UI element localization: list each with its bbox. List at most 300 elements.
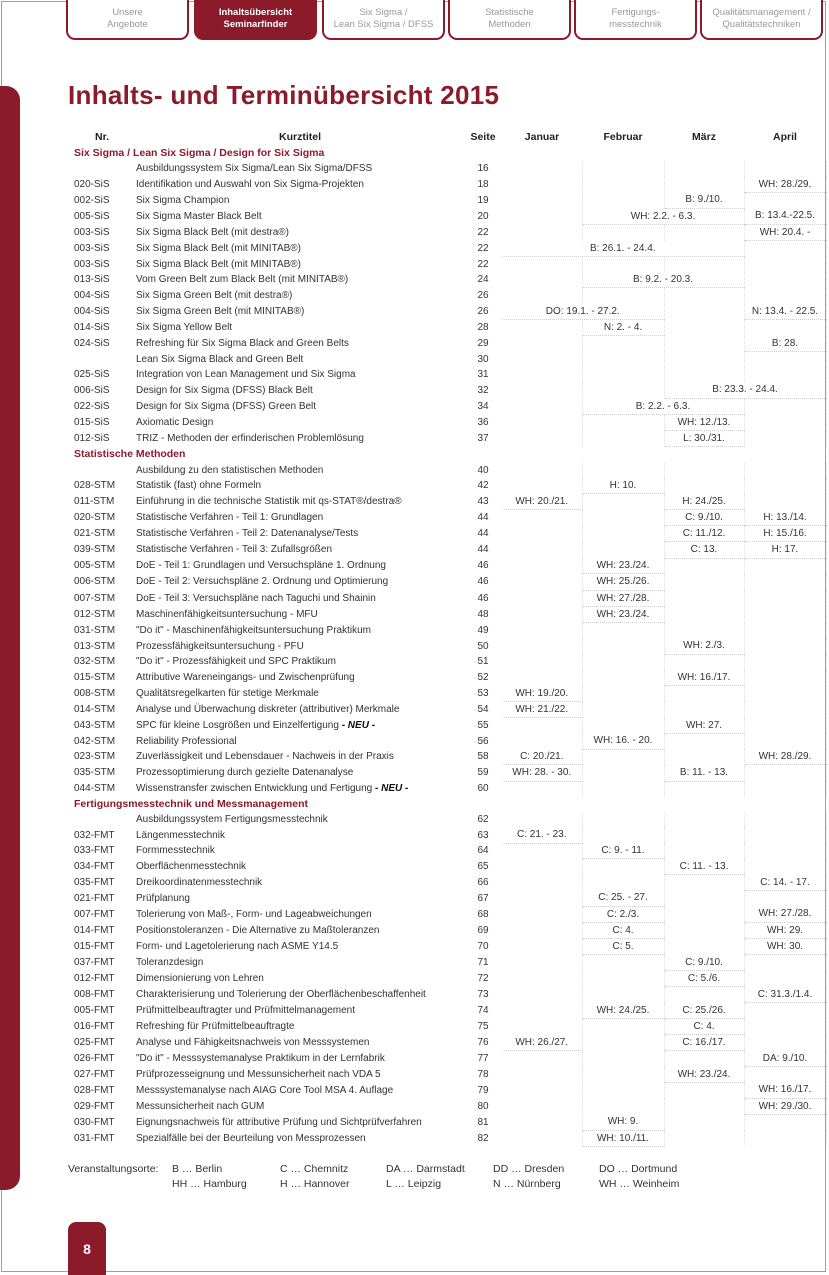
course-title [136, 843, 464, 859]
date-februar [582, 224, 664, 240]
date-januar [502, 1130, 582, 1146]
page-ref: 46 [477, 592, 489, 604]
page-ref: 36 [477, 416, 489, 428]
course-title-text: "Do it" - Prozessfähigkeit und SPC Praktikum [136, 656, 336, 668]
date-april [744, 971, 826, 987]
date-januar [502, 1098, 582, 1114]
tab-6[interactable] [700, 0, 823, 40]
date-januar [502, 382, 582, 398]
page-ref: 43 [477, 495, 489, 507]
page-ref: 40 [477, 464, 489, 476]
date-april [744, 701, 826, 717]
legend-item: H … Hannover [280, 1178, 350, 1190]
date-januar [502, 509, 582, 525]
course-number: 039-STM [74, 544, 116, 556]
course-number: 023-STM [74, 751, 116, 763]
table-row [68, 1018, 826, 1034]
course-title-text: Design for Six Sigma (DFSS) Green Belt [136, 400, 317, 412]
page-ref: 80 [477, 1100, 489, 1112]
date-januar [502, 1051, 582, 1067]
course-title-text: Analyse und Überwachung diskreter (attributiver) Merkmale [136, 703, 400, 715]
date-januar [502, 272, 582, 288]
date-februar [582, 177, 664, 193]
date-februar [582, 1067, 664, 1083]
course-number: 020-SiS [74, 178, 110, 190]
legend-item: N … Nürnberg [493, 1178, 561, 1190]
course-title [136, 859, 464, 875]
course-title [136, 749, 464, 765]
course-title [136, 431, 464, 447]
date-januar [502, 288, 582, 304]
course-title [136, 398, 464, 414]
course-number: 007-STM [74, 592, 116, 604]
course-title [136, 827, 464, 843]
page-ref: 26 [477, 305, 489, 317]
course-number: 016-FMT [74, 1020, 115, 1032]
section-title: Fertigungsmesstechnik und Messmanagement [74, 797, 308, 810]
course-title [136, 478, 464, 494]
date-januar [502, 606, 582, 622]
course-title [136, 1051, 464, 1067]
course-title [136, 906, 464, 922]
date-maerz [664, 558, 744, 574]
course-number: 032-FMT [74, 829, 115, 841]
legend-item: DA … Darmstadt [386, 1163, 465, 1175]
page-ref: 74 [477, 1004, 489, 1016]
date-april [744, 161, 826, 176]
tab-4[interactable] [448, 0, 571, 40]
page-title: Inhalts- und Terminübersicht 2015 [68, 80, 500, 110]
course-title [136, 336, 464, 352]
tab-5[interactable] [574, 0, 697, 40]
course-title [136, 319, 464, 335]
table-row [68, 558, 826, 574]
date-april [744, 288, 826, 304]
page-number: 8 [68, 1222, 106, 1275]
table-row [68, 654, 826, 670]
course-number: 005-SiS [74, 210, 110, 222]
course-number: 022-SiS [74, 400, 110, 412]
date-januar [502, 1067, 582, 1083]
date-april [744, 319, 826, 335]
course-title [136, 161, 464, 176]
course-number: 008-STM [74, 687, 116, 699]
legend-item: DD … Dresden [493, 1163, 565, 1175]
date-maerz [664, 367, 744, 382]
date-januar [502, 574, 582, 590]
course-number: 014-FMT [74, 924, 115, 936]
date-maerz [664, 939, 744, 955]
table-row [68, 670, 826, 686]
page-ref: 49 [477, 624, 489, 636]
course-number: 003-SiS [74, 258, 110, 270]
course-title [136, 256, 464, 272]
date-april [744, 827, 826, 843]
schedule-table [68, 128, 827, 1147]
course-title [136, 177, 464, 193]
table-row [68, 1035, 826, 1051]
date-januar [502, 843, 582, 859]
course-number: 004-SiS [74, 290, 110, 302]
table-row [68, 686, 826, 702]
date-januar [502, 463, 582, 478]
course-title-text: Six Sigma Black Belt (mit MINITAB®) [136, 258, 301, 270]
date-april [744, 623, 826, 639]
course-title [136, 733, 464, 749]
course-title [136, 623, 464, 639]
date-februar [582, 192, 664, 208]
date-januar [502, 670, 582, 686]
date-februar [582, 336, 664, 352]
date-maerz [664, 336, 744, 352]
course-title [136, 875, 464, 891]
date-maerz: C: 11./12. [664, 526, 744, 542]
course-title-text: "Do it" - Messsystemanalyse Praktikum in der Lernfabrik [136, 1053, 385, 1065]
date-januar [502, 224, 582, 240]
date-februar [582, 686, 664, 702]
date-maerz [664, 161, 744, 176]
course-number: 028-STM [74, 480, 116, 492]
date-april: H: 13./14. [744, 509, 826, 525]
page-ref: 79 [477, 1084, 489, 1096]
date-april [744, 351, 826, 367]
header-februar: Februar [603, 131, 643, 143]
table-row [68, 1067, 826, 1083]
date-maerz: B: 11. - 13. [664, 765, 744, 781]
course-title [136, 574, 464, 590]
page-ref: 28 [477, 321, 489, 333]
tab-label-line2: Qualitätstechniken [722, 19, 801, 30]
table-row [68, 319, 826, 335]
course-number: 012-STM [74, 608, 116, 620]
date-januar [502, 431, 582, 447]
course-number: 014-SiS [74, 321, 110, 333]
tab-label-line2: messtechnik [609, 19, 662, 30]
course-title-text: Analyse und Fähigkeitsnachweis von Messsystemen [136, 1037, 370, 1049]
course-number: 005-FMT [74, 1004, 115, 1016]
date-april [744, 494, 826, 510]
date-maerz: C: 4. [664, 1018, 744, 1034]
course-number: 030-FMT [74, 1116, 115, 1128]
course-number: 024-SiS [74, 337, 110, 349]
date-januar [502, 623, 582, 639]
course-title [136, 1114, 464, 1130]
date-januar [502, 987, 582, 1003]
date-maerz: C: 16./17. [664, 1035, 744, 1051]
page-ref: 44 [477, 528, 489, 540]
table-row [68, 701, 826, 717]
table-row [68, 288, 826, 304]
table-row [68, 1051, 826, 1067]
course-title-text: DoE - Teil 1: Grundlagen und Versuchspläne 1. Ordnung [136, 560, 386, 572]
page-ref: 55 [477, 719, 489, 731]
date-januar: WH: 20./21. [502, 494, 582, 510]
date-maerz: C: 9./10. [664, 509, 744, 525]
date-maerz: WH: 23./24. [664, 1067, 744, 1083]
course-title [136, 1003, 464, 1019]
table-row [68, 939, 826, 955]
section-title: Six Sigma / Lean Six Sigma / Design for Six Sigma [74, 147, 325, 160]
date-range: WH: 2.2. - 6.3. [582, 208, 744, 224]
table-row [68, 494, 826, 510]
course-title-text: Six Sigma Black Belt (mit MINITAB®) [136, 242, 301, 254]
page-ref: 72 [477, 973, 489, 985]
date-maerz: H: 24./25. [664, 494, 744, 510]
table-row [68, 398, 826, 414]
date-februar: WH: 25./26. [582, 574, 664, 590]
page-ref: 62 [477, 814, 489, 826]
table-row [68, 224, 826, 240]
date-maerz: C: 9./10. [664, 955, 744, 971]
course-title-text: Integration von Lean Management und Six Sigma [136, 369, 356, 381]
page-ref: 73 [477, 989, 489, 1001]
date-maerz [664, 843, 744, 859]
course-title-text: Six Sigma Master Black Belt [136, 210, 262, 222]
course-title [136, 463, 464, 478]
course-number: 012-FMT [74, 973, 115, 985]
course-title-text: Einführung in die technische Statistik mit qs-STAT®/destra® [136, 495, 402, 507]
page-ref: 69 [477, 924, 489, 936]
page-ref: 51 [477, 656, 489, 668]
course-title-text: Design for Six Sigma (DFSS) Black Belt [136, 384, 313, 396]
course-title-text: Statistische Verfahren - Teil 2: Datenanalyse/Tests [136, 528, 359, 540]
course-title [136, 558, 464, 574]
date-april [744, 256, 826, 272]
date-januar: WH: 21./22. [502, 701, 582, 717]
date-april [744, 1003, 826, 1019]
page-ref: 22 [477, 258, 489, 270]
course-title-text: Oberflächenmesstechnik [136, 861, 247, 873]
date-januar [502, 398, 582, 414]
date-januar [502, 922, 582, 938]
course-title-text: Zuverlässigkeit und Lebensdauer - Nachweis in der Praxis [136, 751, 394, 763]
date-februar [582, 1082, 664, 1098]
page-ref: 82 [477, 1132, 489, 1144]
page-ref: 78 [477, 1068, 489, 1080]
date-april [744, 1114, 826, 1130]
table-row [68, 336, 826, 352]
table-row [68, 1114, 826, 1130]
date-april [744, 654, 826, 670]
date-februar [582, 1035, 664, 1051]
date-januar [502, 336, 582, 352]
course-title-text: Axiomatic Design [136, 416, 214, 428]
course-number: 015-SiS [74, 416, 110, 428]
header-kurztitel: Kurztitel [279, 131, 321, 143]
page-ref: 64 [477, 845, 489, 857]
course-title-text: Prüfprozesseignung und Messunsicherheit nach VDA 5 [136, 1068, 381, 1080]
course-title-text: Reliability Professional [136, 735, 237, 747]
table-row [68, 161, 826, 176]
course-number: 035-STM [74, 767, 116, 779]
date-januar: C: 20./21. [502, 749, 582, 765]
page-ref: 67 [477, 892, 489, 904]
date-februar: WH: 16. - 20. [582, 733, 664, 749]
course-title-text: Messsystemanalyse nach AIAG Core Tool MSA 4. Auflage [136, 1084, 394, 1096]
date-maerz: C: 25./26. [664, 1003, 744, 1019]
course-number: 006-STM [74, 576, 116, 588]
date-januar [502, 1114, 582, 1130]
course-title [136, 654, 464, 670]
course-number: 006-SiS [74, 384, 110, 396]
course-number: 025-FMT [74, 1037, 115, 1049]
date-maerz [664, 590, 744, 606]
course-title-text: Ausbildung zu den statistischen Methoden [136, 464, 324, 476]
tab-label-line2: Methoden [488, 19, 531, 30]
table-row [68, 843, 826, 859]
date-maerz [664, 574, 744, 590]
page-ref: 56 [477, 735, 489, 747]
date-april [744, 781, 826, 797]
date-april [744, 241, 826, 257]
date-range: B: 26.1. - 24.4. [502, 241, 744, 257]
date-januar [502, 542, 582, 558]
date-januar [502, 192, 582, 208]
tab-1[interactable] [66, 0, 189, 40]
table-row [68, 177, 826, 193]
legend-item: HH … Hamburg [172, 1178, 247, 1190]
tab-label-line1: Fertigungs- [611, 7, 660, 18]
date-april [744, 686, 826, 702]
date-februar: N: 2. - 4. [582, 319, 664, 335]
date-februar [582, 463, 664, 478]
date-februar: WH: 24./25. [582, 1003, 664, 1019]
date-februar [582, 765, 664, 781]
table-row [68, 431, 826, 447]
date-februar [582, 623, 664, 639]
date-januar [502, 367, 582, 382]
date-januar [502, 558, 582, 574]
date-maerz [664, 733, 744, 749]
course-title [136, 526, 464, 542]
section-header [68, 146, 826, 161]
page-ref: 77 [477, 1053, 489, 1065]
page-ref: 50 [477, 640, 489, 652]
date-januar [502, 478, 582, 494]
table-row [68, 1082, 826, 1098]
date-april [744, 1130, 826, 1146]
date-februar [582, 781, 664, 797]
section-title: Statistische Methoden [74, 448, 186, 461]
table-row [68, 971, 826, 987]
course-title [136, 288, 464, 304]
course-title [136, 590, 464, 606]
course-number: 021-STM [74, 528, 116, 540]
page-ref: 37 [477, 433, 489, 445]
course-title [136, 367, 464, 382]
legend-label: Veranstaltungsorte: [68, 1163, 159, 1175]
page-ref: 18 [477, 178, 489, 190]
new-badge: - NEU - [341, 719, 376, 731]
date-maerz [664, 906, 744, 922]
table-row [68, 827, 826, 843]
date-maerz [664, 827, 744, 843]
table-row [68, 906, 826, 922]
date-februar [582, 654, 664, 670]
tab-3[interactable] [322, 0, 445, 40]
date-maerz [664, 812, 744, 827]
course-title-text: Refreshing für Prüfmittelbeauftragte [136, 1020, 295, 1032]
date-april [744, 638, 826, 654]
date-april: C: 31.3./1.4. [744, 987, 826, 1003]
page-ref: 46 [477, 560, 489, 572]
date-april [744, 590, 826, 606]
date-maerz [664, 1098, 744, 1114]
date-januar [502, 906, 582, 922]
course-title-text: Ausbildungssystem Six Sigma/Lean Six Sigma/DFSS [136, 163, 373, 175]
table-row [68, 733, 826, 749]
page-ref: 46 [477, 576, 489, 588]
course-title-text: Charakterisierung und Tolerierung der Oberflächenbeschaffenheit [136, 989, 426, 1001]
course-number: 011-STM [74, 495, 115, 507]
course-title [136, 272, 464, 288]
course-number: 021-FMT [74, 892, 115, 904]
date-februar [582, 431, 664, 447]
date-maerz [664, 922, 744, 938]
course-number: 028-FMT [74, 1084, 115, 1096]
date-april [744, 478, 826, 494]
date-april: WH: 30. [744, 939, 826, 955]
date-januar [502, 781, 582, 797]
course-title [136, 987, 464, 1003]
course-title-text: Six Sigma Green Belt (mit MINITAB®) [136, 305, 305, 317]
date-januar [502, 177, 582, 193]
date-april [744, 463, 826, 478]
date-april [744, 192, 826, 208]
date-april [744, 765, 826, 781]
date-januar [502, 733, 582, 749]
date-februar [582, 288, 664, 304]
course-title-text: Formmesstechnik [136, 845, 215, 857]
course-title-text: Prüfmittelbeauftragter und Prüfmittelmanagement [136, 1004, 355, 1016]
page-ref: 42 [477, 480, 489, 492]
course-title-text: "Do it" - Maschinenfähigkeitsuntersuchung Praktikum [136, 624, 371, 636]
tab-label-line2: Seminarfinder [223, 19, 288, 30]
course-title [136, 1018, 464, 1034]
course-title [136, 670, 464, 686]
page-ref: 48 [477, 608, 489, 620]
course-title-text: Six Sigma Yellow Belt [136, 321, 233, 333]
course-number: 037-FMT [74, 957, 115, 969]
legend-item: DO … Dortmund [599, 1163, 678, 1175]
date-februar: C: 2./3. [582, 906, 664, 922]
date-februar [582, 827, 664, 843]
date-maerz: C: 13. [664, 542, 744, 558]
date-februar [582, 718, 664, 734]
date-april [744, 558, 826, 574]
date-januar [502, 256, 582, 272]
course-title [136, 542, 464, 558]
course-title-text: Refreshing für Six Sigma Black and Green Belts [136, 337, 349, 349]
date-januar [502, 875, 582, 891]
tab-2[interactable] [194, 0, 317, 40]
date-maerz: WH: 16./17. [664, 670, 744, 686]
date-februar [582, 494, 664, 510]
table-row [68, 509, 826, 525]
course-title-text: Prüfplanung [136, 892, 190, 904]
page-ref: 22 [477, 242, 489, 254]
table-header-row [68, 128, 826, 146]
course-title-text: Toleranzdesign [136, 957, 204, 969]
course-title [136, 955, 464, 971]
table-row [68, 208, 826, 224]
date-februar [582, 526, 664, 542]
course-title [136, 701, 464, 717]
course-number: 031-FMT [74, 1132, 115, 1144]
date-februar: WH: 23./24. [582, 606, 664, 622]
course-number: 005-STM [74, 560, 116, 572]
course-title [136, 812, 464, 827]
